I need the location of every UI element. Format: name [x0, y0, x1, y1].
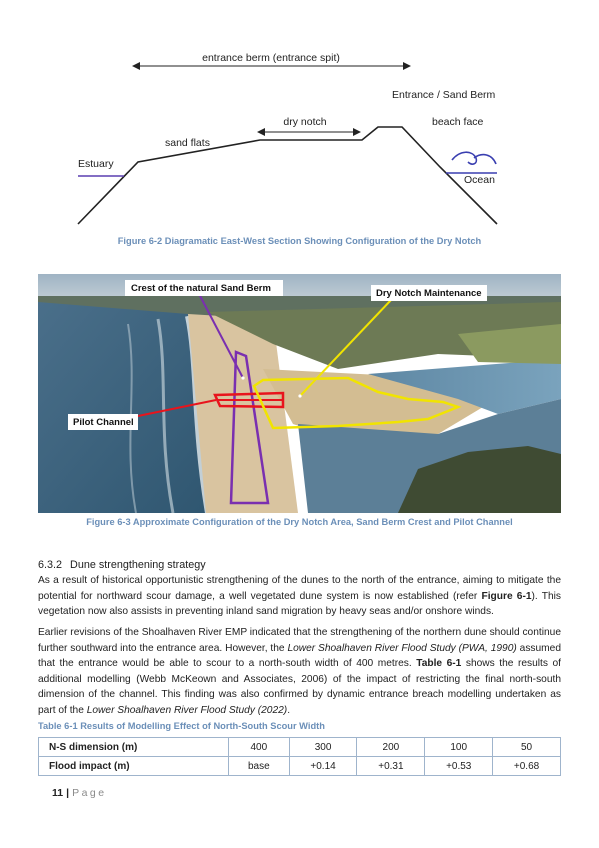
table-row: [39, 738, 561, 757]
p1-text-b: ). This vegetation now also assists in preventing inland sand migration by heavy seas and/or onshore winds.: [38, 590, 561, 617]
p1-text-a: As a result of historical opportunistic strengthening of the dunes to the north of the entrance, aiming to mitigate the potential for northward scour damage, a well vegetated dune system is now established (refer: [38, 575, 561, 602]
aerial-photo: [38, 274, 561, 513]
figure-6-2-caption: Figure 6-2 Diagramatic East-West Section Showing Configuration of the Dry Notch: [117, 236, 482, 246]
section-heading: [38, 559, 206, 571]
table-cell: 50: [493, 738, 561, 757]
paragraph-2: [38, 625, 561, 718]
table-cell: 100: [425, 738, 493, 757]
table-row: [39, 757, 561, 776]
table-cell: +0.53: [425, 757, 493, 776]
p2-text-c: shows the results of additional modelling (Webb McKeown and Associates, 2006) of the impact of restricting the final north-south dimension of the channel. This finding was also confirmed by dynamic entrance breach modelling undertaken as part of the: [38, 658, 562, 716]
wave-icon: [452, 152, 496, 164]
paragraph-1: [38, 573, 561, 620]
section-profile-line: [78, 127, 497, 224]
table-cell: +0.31: [357, 757, 425, 776]
p2-text-d: .: [287, 704, 291, 716]
figure-6-3-caption: Figure 6-3 Approximate Configuration of the Dry Notch Area, Sand Berm Crest and Pilot Channel: [86, 517, 513, 527]
table-cell: 300: [289, 738, 357, 757]
crest-label: Crest of the natural Sand Berm: [131, 283, 271, 294]
east-west-section-diagram: [60, 40, 550, 235]
table-cell: +0.68: [493, 757, 561, 776]
page-word: Page: [72, 787, 107, 799]
footer-separator: |: [66, 787, 70, 799]
scour-width-table: [38, 737, 561, 776]
table-6-1-caption: Table 6-1 Results of Modelling Effect of North-South Scour Width: [38, 721, 325, 731]
p2-table-ref: Table 6-1: [416, 658, 462, 669]
estuary-label: Estuary: [78, 158, 114, 170]
table-cell: 400: [229, 738, 290, 757]
p2-text-b: assumed that the entrance would be able to scour to a north-south width of 400 metres.: [38, 642, 561, 669]
entrance-sand-berm-label: Entrance / Sand Berm: [392, 89, 496, 101]
row-header: N-S dimension (m): [39, 738, 229, 757]
row-header: Flood impact (m): [39, 757, 229, 776]
table-cell: +0.14: [289, 757, 357, 776]
page-number: 11: [52, 787, 64, 799]
section-number: 6.3.2: [38, 559, 63, 571]
dry-notch-label: dry notch: [283, 116, 327, 128]
sand-flats-label: sand flats: [165, 137, 210, 149]
p1-figure-ref: Figure 6-1: [481, 590, 532, 602]
pilot-channel-label: Pilot Channel: [73, 417, 134, 428]
table-cell: 200: [357, 738, 425, 757]
p2-study-2: Lower Shoalhaven River Flood Study (2022): [86, 704, 288, 716]
p2-text-a: Earlier revisions of the Shoalhaven River EMP indicated that the strengthening of the northern dune should continue further southward into the entrance area. However, the: [38, 627, 561, 654]
dry-notch-maintenance-label: Dry Notch Maintenance: [376, 288, 482, 299]
p2-study-1: Lower Shoalhaven River Flood Study (PWA, 1990): [287, 642, 517, 654]
table-cell: base: [229, 757, 290, 776]
section-title: Dune strengthening strategy: [70, 559, 206, 571]
beach-face-label: beach face: [432, 116, 484, 128]
ocean-label: Ocean: [464, 174, 495, 186]
page-footer: [52, 787, 107, 799]
berm-span-label: entrance berm (entrance spit): [202, 52, 340, 64]
